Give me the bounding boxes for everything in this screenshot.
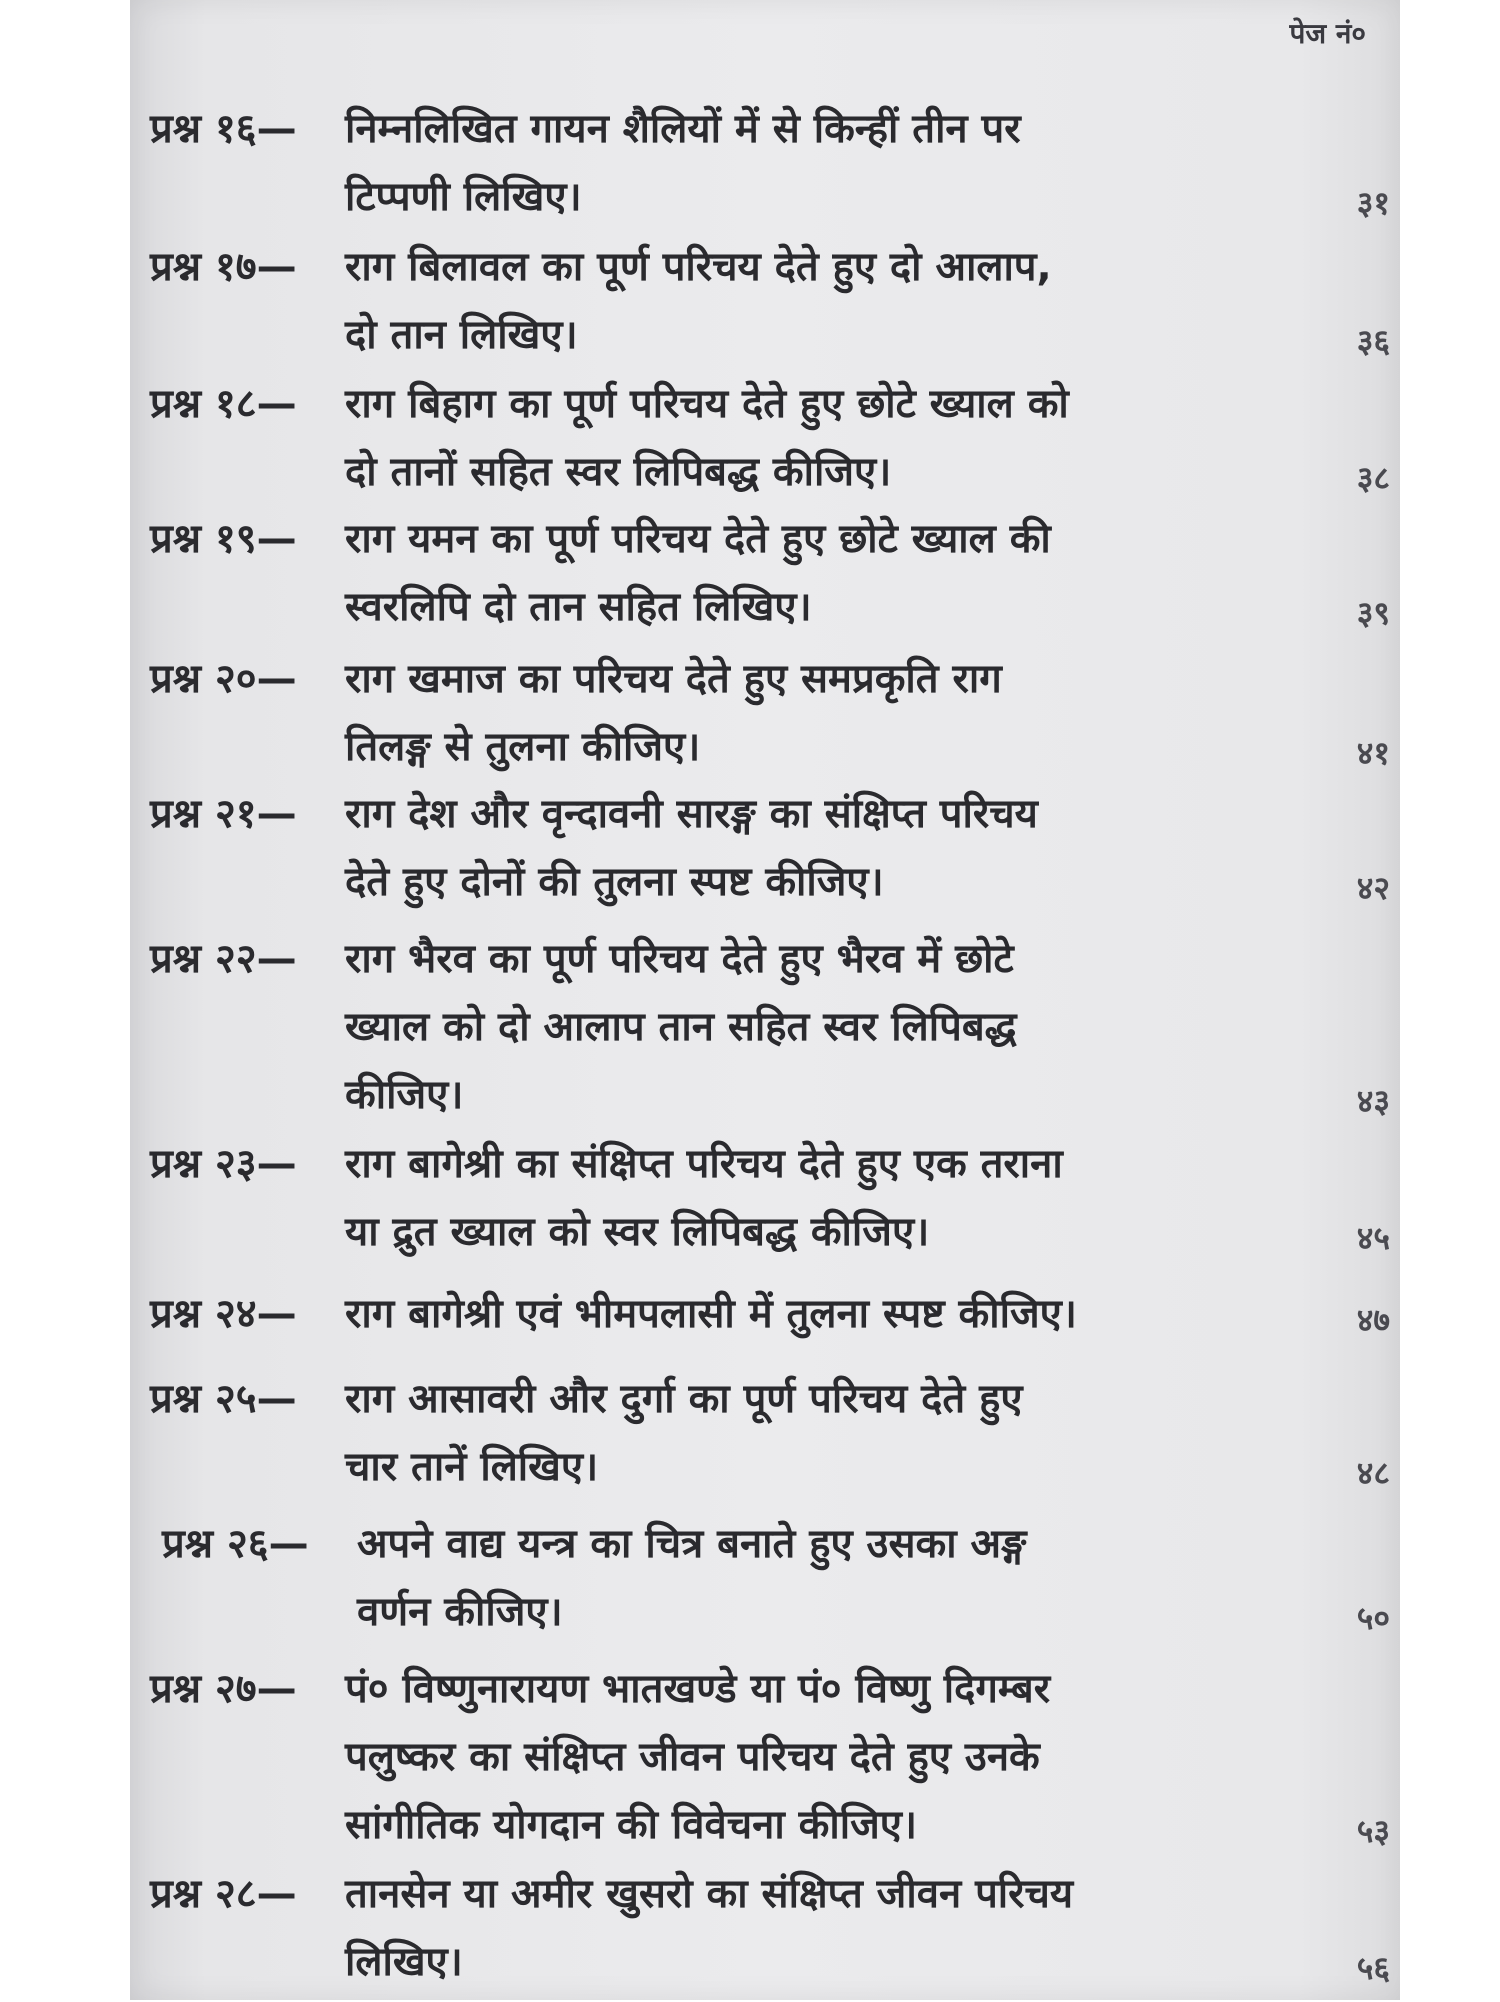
question-text: चार तानें लिखिए। bbox=[345, 1444, 599, 1490]
page-reference: ४१ bbox=[1356, 734, 1390, 772]
question-text: दो तानों सहित स्वर लिपिबद्ध कीजिए। bbox=[345, 449, 892, 495]
page-reference: ४३ bbox=[1356, 1082, 1390, 1120]
question-label: प्रश्न १९— bbox=[150, 516, 297, 562]
question-entry-22 bbox=[150, 925, 1390, 1129]
question-text: या द्रुत ख्याल को स्वर लिपिबद्ध कीजिए। bbox=[345, 1209, 930, 1255]
question-text: राग खमाज का परिचय देते हुए समप्रकृति राग bbox=[345, 656, 1002, 702]
question-text: राग भैरव का पूर्ण परिचय देते हुए भैरव में छोटे bbox=[345, 936, 1014, 982]
question-text: कीजिए। bbox=[345, 1072, 464, 1118]
question-label: प्रश्न १७— bbox=[150, 244, 297, 290]
question-text: राग यमन का पूर्ण परिचय देते हुए छोटे ख्याल की bbox=[345, 516, 1051, 562]
page-reference: ३९ bbox=[1356, 594, 1390, 632]
question-label: प्रश्न २०— bbox=[150, 656, 297, 702]
question-label: प्रश्न २२— bbox=[150, 936, 297, 982]
question-entry-27 bbox=[150, 1655, 1390, 1859]
question-text: राग बागेश्री एवं भीमपलासी में तुलना स्पष्ट कीजिए। bbox=[345, 1291, 1077, 1337]
page-number-header: पेज नं० bbox=[1289, 17, 1366, 50]
question-text: सांगीतिक योगदान की विवेचना कीजिए। bbox=[345, 1802, 918, 1848]
page-reference: ३८ bbox=[1356, 459, 1390, 497]
question-entry-26 bbox=[162, 1510, 1390, 1646]
question-text: स्वरलिपि दो तान सहित लिखिए। bbox=[345, 584, 812, 630]
page-reference: ५६ bbox=[1356, 1949, 1390, 1987]
question-entry-16 bbox=[150, 95, 1390, 231]
page-reference: ३६ bbox=[1356, 322, 1390, 360]
page-reference: ५० bbox=[1356, 1599, 1390, 1637]
page-reference: ५३ bbox=[1356, 1812, 1390, 1850]
question-text: तानसेन या अमीर खुसरो का संक्षिप्त जीवन परिचय bbox=[345, 1871, 1074, 1917]
question-label: प्रश्न २७— bbox=[150, 1666, 297, 1712]
page-reference: ३१ bbox=[1356, 184, 1390, 222]
question-label: प्रश्न २६— bbox=[162, 1521, 309, 1567]
page-reference: ४७ bbox=[1356, 1301, 1390, 1339]
question-text: वर्णन कीजिए। bbox=[357, 1589, 563, 1635]
page-reference: ४८ bbox=[1356, 1454, 1390, 1492]
question-label: प्रश्न २३— bbox=[150, 1141, 297, 1187]
question-text: राग बिलावल का पूर्ण परिचय देते हुए दो आलाप, bbox=[345, 244, 1052, 290]
question-label: प्रश्न २८— bbox=[150, 1871, 297, 1917]
document-page bbox=[130, 0, 1400, 2000]
page-reference: ४५ bbox=[1356, 1219, 1390, 1257]
question-label: प्रश्न १८— bbox=[150, 381, 297, 427]
question-text: पलुष्कर का संक्षिप्त जीवन परिचय देते हुए उनके bbox=[345, 1734, 1040, 1780]
question-label: प्रश्न १६— bbox=[150, 106, 297, 152]
question-label: प्रश्न २४— bbox=[150, 1291, 297, 1337]
question-text: राग देश और वृन्दावनी सारङ्ग का संक्षिप्त परिचय bbox=[345, 791, 1038, 837]
question-entry-24 bbox=[150, 1280, 1390, 1348]
question-entry-23 bbox=[150, 1130, 1390, 1266]
question-text: निम्नलिखित गायन शैलियों में से किन्हीं तीन पर bbox=[345, 106, 1021, 152]
question-entry-25 bbox=[150, 1365, 1390, 1501]
page-reference: ४२ bbox=[1356, 869, 1390, 907]
question-text: राग आसावरी और दुर्गा का पूर्ण परिचय देते हुए bbox=[345, 1376, 1023, 1422]
question-text: अपने वाद्य यन्त्र का चित्र बनाते हुए उसका अङ्ग bbox=[357, 1521, 1027, 1567]
question-text: देते हुए दोनों की तुलना स्पष्ट कीजिए। bbox=[345, 859, 884, 905]
question-label: प्रश्न २५— bbox=[150, 1376, 297, 1422]
question-entry-20 bbox=[150, 645, 1390, 781]
question-text: राग बिहाग का पूर्ण परिचय देते हुए छोटे ख्याल को bbox=[345, 381, 1069, 427]
question-entry-17 bbox=[150, 233, 1390, 369]
question-text: दो तान लिखिए। bbox=[345, 312, 578, 358]
question-text: टिप्पणी लिखिए। bbox=[345, 174, 582, 220]
question-text: लिखिए। bbox=[345, 1939, 463, 1985]
question-entry-28 bbox=[150, 1860, 1390, 1996]
question-entry-18 bbox=[150, 370, 1390, 506]
question-entry-21 bbox=[150, 780, 1390, 916]
question-text: पं० विष्णुनारायण भातखण्डे या पं० विष्णु दिगम्बर bbox=[345, 1666, 1051, 1712]
question-entry-19 bbox=[150, 505, 1390, 641]
question-text: तिलङ्ग से तुलना कीजिए। bbox=[345, 724, 701, 770]
question-text: ख्याल को दो आलाप तान सहित स्वर लिपिबद्ध bbox=[345, 1004, 1017, 1050]
question-label: प्रश्न २१— bbox=[150, 791, 297, 837]
question-text: राग बागेश्री का संक्षिप्त परिचय देते हुए एक तराना bbox=[345, 1141, 1063, 1187]
